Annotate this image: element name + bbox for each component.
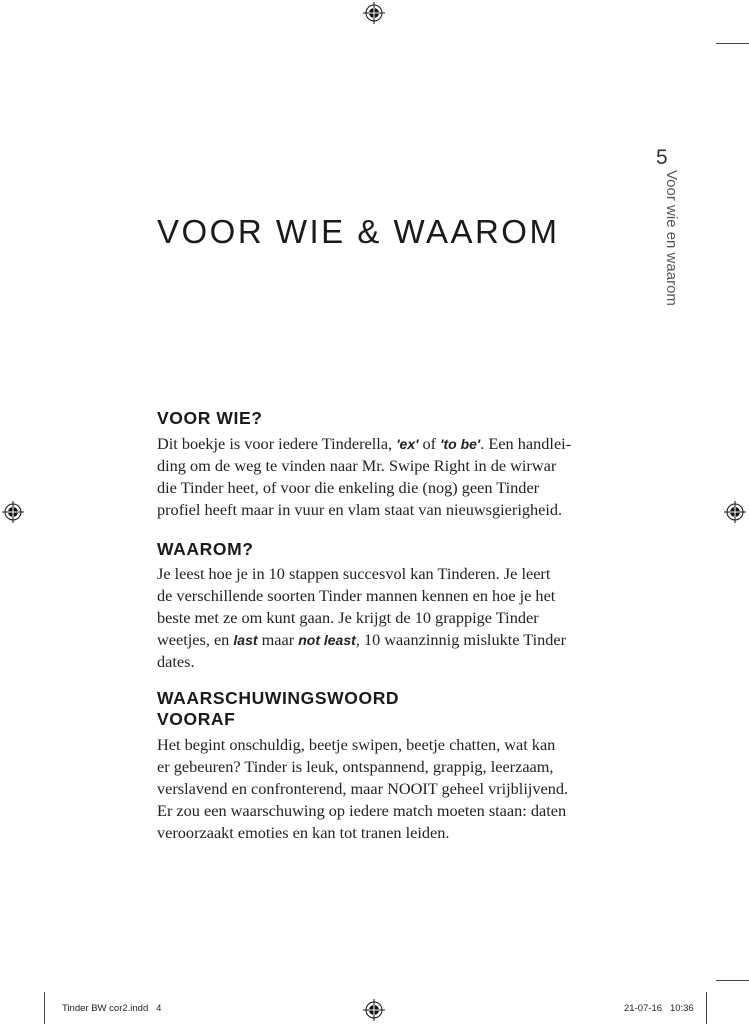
text-run: of — [418, 434, 441, 453]
heading-line: VOORAF — [157, 709, 236, 729]
text-run: maar — [257, 630, 299, 649]
body-line: dates. — [157, 652, 195, 671]
section-waarschuwingswoord — [157, 688, 597, 844]
crop-mark-top-right — [716, 43, 749, 44]
page-number: 5 — [656, 146, 668, 169]
registration-mark-icon — [2, 501, 24, 523]
body-line: er gebeuren? Tinder is leuk, ontspannend, grappig, leerzaam, — [157, 757, 554, 776]
text-run: , 10 waanzinnig mislukte Tinder — [355, 630, 567, 649]
text-run: . Een handlei- — [480, 434, 572, 453]
section-heading: VOOR WIE? — [157, 408, 263, 428]
text-run: Dit boekje is voor iedere Tinderella, — [157, 434, 397, 453]
registration-mark-icon — [363, 2, 385, 24]
section-waarom — [157, 539, 597, 673]
section-heading: WAAROM? — [157, 539, 254, 559]
heading-line: WAARSCHUWINGSWOORD — [157, 688, 400, 708]
body-line: verslavend en confronterend, maar NOOIT geheel vrijblijvend. — [157, 779, 569, 798]
body-line: Het begint onschuldig, beetje swipen, beetje chatten, wat kan — [157, 735, 556, 754]
crop-mark-right-bottom-h — [716, 980, 749, 981]
body-line: Er zou een waarschuwing op iedere match moeten staan: daten — [157, 801, 567, 820]
registration-mark-icon — [363, 999, 385, 1021]
section-voor-wie — [157, 408, 597, 521]
body-line — [157, 433, 597, 455]
section-body — [157, 433, 597, 521]
emphasis-text: last — [233, 632, 258, 648]
running-head: Voor wie en waarom — [663, 170, 680, 306]
body-line: de verschillende soorten Tinder mannen kennen en hoe je het — [157, 586, 556, 605]
slug-file-name: Tinder BW cor2.indd 4 — [62, 1003, 162, 1014]
section-heading — [157, 688, 597, 730]
body-line: beste met ze om kunt gaan. Je krijgt de 10 grappige Tinder — [157, 608, 539, 627]
chapter-title: VOOR WIE & WAAROM — [157, 213, 560, 250]
body-line: Je leest hoe je in 10 stappen succesvol kan Tinderen. Je leert — [157, 564, 551, 583]
text-run: weetjes, en — [157, 630, 234, 649]
body-line: die Tinder heet, of voor die enkeling die (nog) geen Tinder — [157, 478, 540, 497]
emphasis-text: 'ex' — [396, 436, 419, 452]
section-body — [157, 734, 597, 844]
body-line — [157, 629, 597, 651]
crop-mark-bottom-right-v — [706, 992, 707, 1024]
crop-mark-bottom-left-v — [44, 992, 45, 1024]
section-body — [157, 563, 597, 673]
slug-timestamp: 21-07-16 10:36 — [624, 1003, 694, 1014]
body-line: ding om de weg te vinden naar Mr. Swipe Right in de wirwar — [157, 456, 557, 475]
emphasis-text: not least — [298, 632, 356, 648]
emphasis-text: 'to be' — [440, 436, 481, 452]
body-line: profiel heeft maar in vuur en vlam staat van nieuwsgierigheid. — [157, 500, 563, 519]
registration-mark-icon — [724, 501, 746, 523]
body-line: veroorzaakt emoties en kan tot tranen leiden. — [157, 823, 450, 842]
